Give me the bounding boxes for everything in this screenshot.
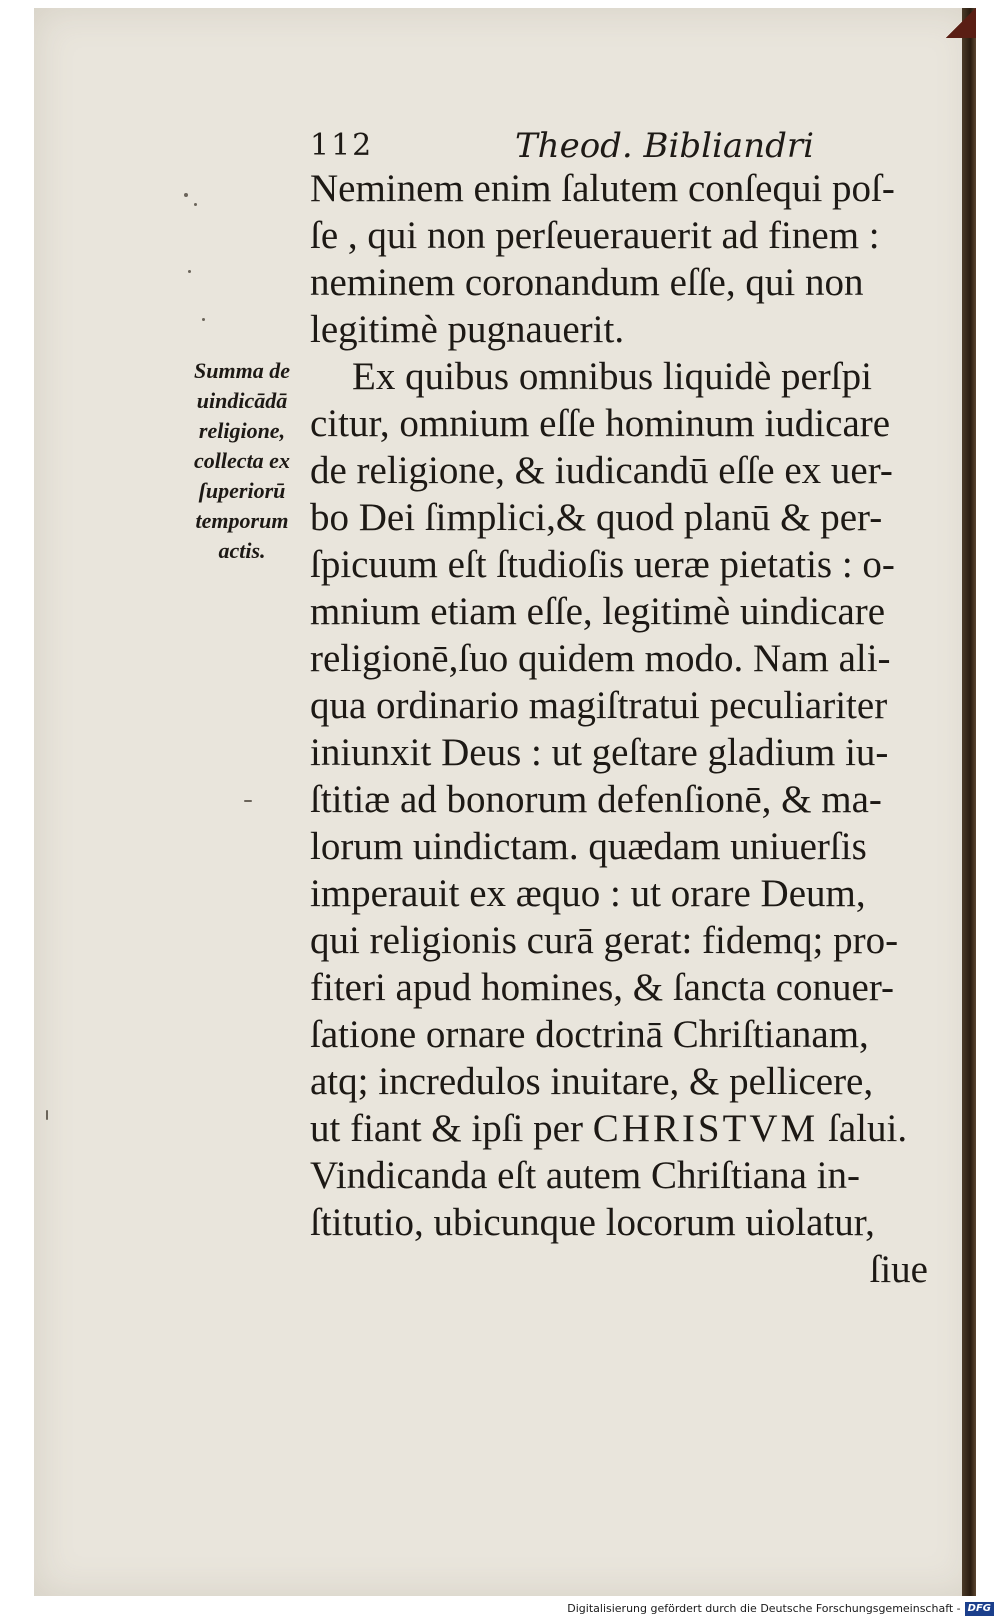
- marginal-note-line: collecta ex: [194, 448, 290, 473]
- text-line: ſpicuum eſt ſtudioſis ueræ pietatis : o-: [310, 543, 895, 586]
- text-line: ſtitutio, ubicunque locorum uiolatur,: [310, 1201, 875, 1244]
- marginal-note: [178, 356, 306, 566]
- text-line: iniunxit Deus : ut geſtare gladium iu-: [310, 731, 889, 774]
- small-caps-word: CHRISTVM: [592, 1107, 819, 1150]
- paper-speck: [188, 270, 191, 273]
- paper-speck: [194, 203, 197, 206]
- text-line: ſe , qui non perſeuerauerit ad finem :: [310, 214, 880, 257]
- catchword: ſiue: [869, 1248, 928, 1291]
- text-line: Neminem enim ſalutem conſequi poſ-: [310, 167, 895, 210]
- digitization-credit: [567, 1600, 994, 1618]
- page-corner-mark: [946, 8, 976, 38]
- page-binding-edge: [962, 8, 976, 1596]
- dfg-logo: DFG: [965, 1602, 994, 1616]
- text-line: de religione, & iudicandū eſſe ex uer-: [310, 449, 893, 492]
- text-line: ſatione ornare doctrinā Chriſtianam,: [310, 1013, 869, 1056]
- marginal-note-line: religione,: [198, 418, 286, 443]
- marginal-note-line: Summa de: [194, 358, 290, 383]
- text-line: imperauit ex æquo : ut orare Deum,: [310, 872, 866, 915]
- text-line: Ex quibus omnibus liquidè perſpi: [352, 355, 872, 398]
- body-text: [310, 165, 950, 1293]
- text-segment: ut fiant & ipſi per: [310, 1107, 583, 1150]
- marginal-note-line: temporum: [195, 508, 289, 533]
- text-line: ſtitiæ ad bonorum defenſionē, & ma-: [310, 778, 882, 821]
- marginal-note-line: uindicādā: [196, 388, 288, 413]
- paper-speck: [46, 1110, 48, 1120]
- text-line: [310, 1105, 950, 1152]
- credit-text: Digitalisierung gefördert durch die Deutsche Forschungsgemeinschaft -: [567, 1602, 961, 1615]
- text-line: qua ordinario magiſtratui peculiariter: [310, 684, 888, 727]
- text-line: mnium etiam eſſe, legitimè uindicare: [310, 590, 886, 633]
- paper-speck: [244, 800, 252, 802]
- text-line: qui religionis curā gerat: fidemq; pro-: [310, 919, 899, 962]
- text-line: bo Dei ſimplici,& quod planū & per-: [310, 496, 883, 539]
- running-title: Theod. Bibliandri: [515, 126, 814, 166]
- text-line: fiteri apud homines, & ſancta conuer-: [310, 966, 895, 1009]
- page-number: 112: [310, 128, 374, 163]
- text-line: citur, omnium eſſe hominum iudicare: [310, 402, 891, 445]
- text-line: atq; incredulos inuitare, & pellicere,: [310, 1060, 874, 1103]
- marginal-note-line: ſuperiorū: [198, 478, 286, 503]
- text-segment: ſalui.: [828, 1107, 908, 1150]
- text-line: religionē,ſuo quidem modo. Nam ali-: [310, 637, 891, 680]
- paper-speck: [202, 318, 205, 321]
- paper-speck: [184, 193, 188, 197]
- text-line: lorum uindictam. quædam uniuerſis: [310, 825, 867, 868]
- marginal-note-line: actis.: [218, 538, 266, 563]
- text-line: legitimè pugnauerit.: [310, 308, 625, 351]
- text-line: neminem coronandum eſſe, qui non: [310, 261, 864, 304]
- text-line: Vindicanda eſt autem Chriſtiana in-: [310, 1154, 860, 1197]
